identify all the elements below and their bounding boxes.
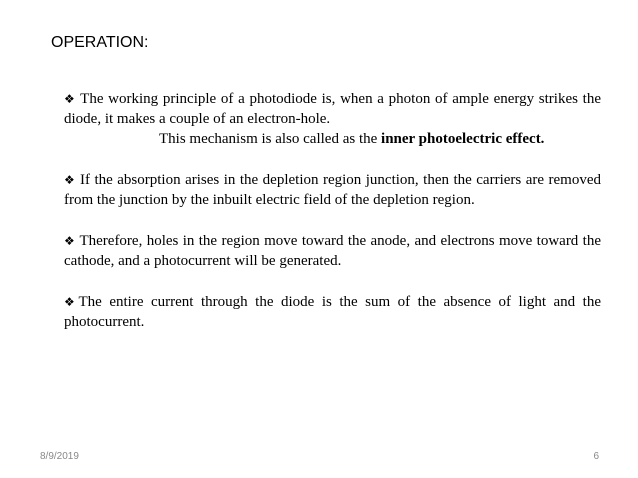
bullet-paragraph-4 (64, 292, 601, 332)
inner-photoelectric-effect-term: inner photoelectric effect. (381, 131, 545, 147)
bullet-paragraph-2 (64, 170, 601, 210)
footer-date: 8/9/2019 (40, 451, 79, 462)
paragraph-4-text: The entire current through the diode is the sum of the absence of light and the photocurrent. (64, 294, 601, 330)
bullet-paragraph-1 (64, 89, 601, 149)
diamond-bullet-icon: ❖ (64, 173, 76, 187)
diamond-bullet-icon: ❖ (64, 295, 79, 309)
paragraph-1-continuation: This mechanism is also called as the (159, 131, 382, 147)
bullet-paragraph-3 (64, 231, 601, 271)
slide-body (64, 89, 601, 353)
diamond-bullet-icon: ❖ (64, 234, 76, 248)
paragraph-3-text: Therefore, holes in the region move toward the anode, and electrons move toward the cathode, and a photocurrent will be generated. (64, 233, 601, 269)
footer-page-number: 6 (593, 451, 599, 462)
diamond-bullet-icon: ❖ (64, 92, 76, 106)
paragraph-2-text: If the absorption arises in the depletion region junction, then the carriers are removed from the junction by the inbuilt electric field of the depletion region. (64, 172, 601, 208)
paragraph-1-text: The working principle of a photodiode is, when a photon of ample energy strikes the diode, it makes a couple of an electron-hole. (64, 91, 601, 127)
slide-title: OPERATION: (51, 34, 149, 51)
